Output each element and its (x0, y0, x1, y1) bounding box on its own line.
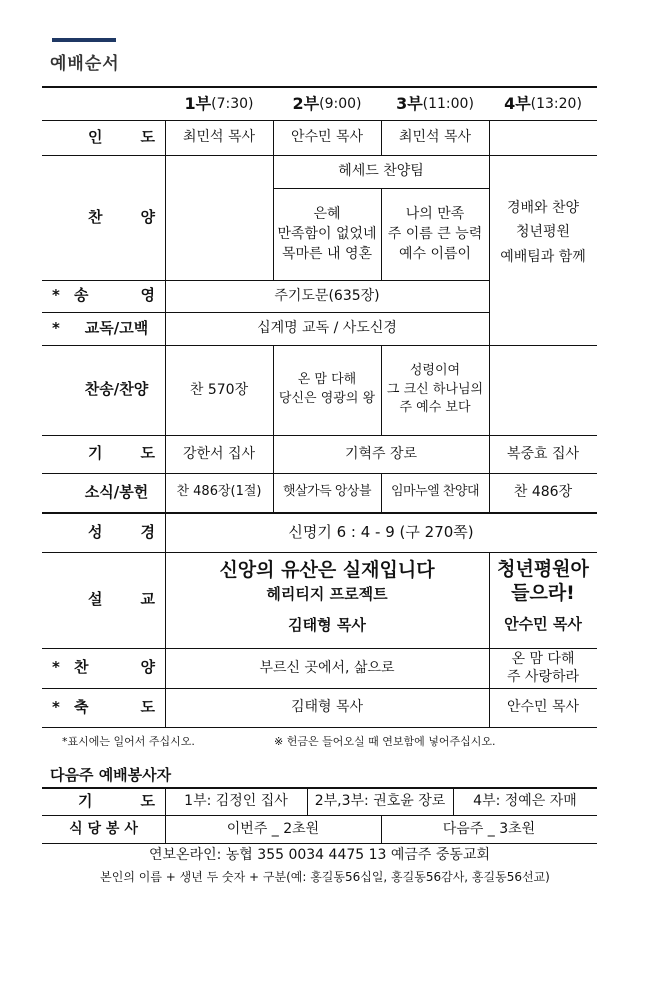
offering-2: 햇살가득 앙상블 (282, 484, 372, 500)
sermon-col4-preacher: 안수민 목사 (504, 614, 582, 633)
invocation-3: 최민석 목사 (398, 129, 472, 146)
col-header-4: 4부 (13:20) (504, 94, 582, 114)
scripture-value: 신명기 6 : 4 - 9 (구 270쪽) (288, 523, 474, 542)
row-label-hymn-praise: 찬송/찬양 (84, 380, 149, 399)
col-header-1: 1부 (7:30) (184, 94, 254, 114)
hymn-praise-1: 찬 570장 (189, 381, 249, 398)
prayer-1: 강한서 집사 (182, 445, 256, 462)
col-header-2: 2부 (9:00) (292, 94, 362, 114)
offering-4: 찬 486장 (513, 484, 573, 501)
praise-2: 은혜 만족함이 없었네 목마른 내 영혼 (277, 205, 377, 263)
sermon-subtitle: 헤리티지 프로젝트 (266, 584, 388, 603)
next-prayer-label: 기 도 (78, 791, 155, 810)
praise-team: 헤세드 찬양팀 (338, 163, 424, 180)
row-label-prayer: 기 도 (88, 444, 155, 463)
praise-3: 나의 만족 주 이름 큰 능력 예수 이름이 (387, 205, 483, 263)
sermon-preacher: 김태형 목사 (288, 616, 366, 635)
prayer-4: 복중효 집사 (506, 445, 580, 462)
row-label-praise: 찬 양 (88, 207, 155, 226)
col4-praise-worship: 경배와 찬양 청년평원 예배팀과 함께 (500, 199, 586, 265)
row-label-creed: * 교독/고백 (52, 318, 149, 337)
offering-online: 연보온라인: 농협 355 0034 4475 13 예금주 중동교회 (149, 846, 490, 863)
col-header-3: 3부 (11:00) (396, 94, 474, 114)
offering-3: 임마누엘 찬양대 (390, 484, 480, 500)
hymn-praise-2: 온 맘 다해 당신은 영광의 왕 (278, 372, 376, 406)
section-title: 예배순서 (50, 54, 120, 74)
meal-next-week: 다음주 _ 3초원 (442, 821, 536, 838)
header-accent-bar (52, 38, 116, 42)
closing-praise-value: 부르신 곳에서, 삶으로 (259, 659, 395, 676)
note-offering: ※ 헌금은 들어오실 때 연보함에 넣어주십시오. (274, 735, 496, 748)
invocation-2: 안수민 목사 (290, 129, 364, 146)
next-week-title: 다음주 예배봉사자 (50, 766, 172, 784)
next-prayer-1: 1부: 김정인 집사 (184, 793, 288, 810)
next-prayer-4: 4부: 정예은 자매 (473, 793, 577, 810)
row-label-sermon: 설 교 (88, 590, 155, 609)
creed-value: 십계명 교독 / 사도신경 (257, 320, 397, 337)
next-prayer-23: 2부,3부: 권호윤 장로 (314, 793, 446, 810)
row-label-invocation: 인 도 (88, 127, 155, 146)
sermon-title: 신앙의 유산은 실재입니다 (219, 559, 435, 581)
sermon-main (165, 552, 489, 648)
sermon-col4 (489, 552, 597, 648)
offering-instructions: 본인의 이름 + 생년 두 숫자 + 구분(예: 홍길동56십일, 홍길동56감사, 홍길동56선교) (100, 870, 550, 885)
offering-1: 찬 486장(1절) (176, 484, 262, 500)
row-label-doxology: * 송 영 (52, 286, 155, 305)
meal-service-label: 식 당 봉 사 (69, 821, 138, 838)
row-label-benediction: * 축 도 (52, 697, 155, 716)
prayer-23: 기혁주 장로 (344, 445, 418, 462)
doxology-value: 주기도문(635장) (274, 287, 380, 304)
row-label-closing-praise: * 찬 양 (52, 658, 155, 677)
benediction-col4: 안수민 목사 (506, 699, 580, 716)
sermon-col4-title: 청년평원아 들으라! (497, 558, 589, 604)
hymn-praise-3: 성령이여 그 크신 하나님의 주 예수 보다 (386, 362, 484, 416)
closing-praise-col4: 온 맘 다해 주 사랑하라 (506, 650, 580, 685)
invocation-1: 최민석 목사 (182, 129, 256, 146)
note-standing: *표시에는 일어서 주십시오. (62, 735, 195, 748)
row-label-news-offering: 소식/봉헌 (84, 482, 149, 501)
meal-this-week: 이번주 _ 2초원 (226, 821, 320, 838)
benediction-value: 김태형 목사 (290, 699, 364, 716)
row-label-scripture: 성 경 (88, 523, 155, 542)
